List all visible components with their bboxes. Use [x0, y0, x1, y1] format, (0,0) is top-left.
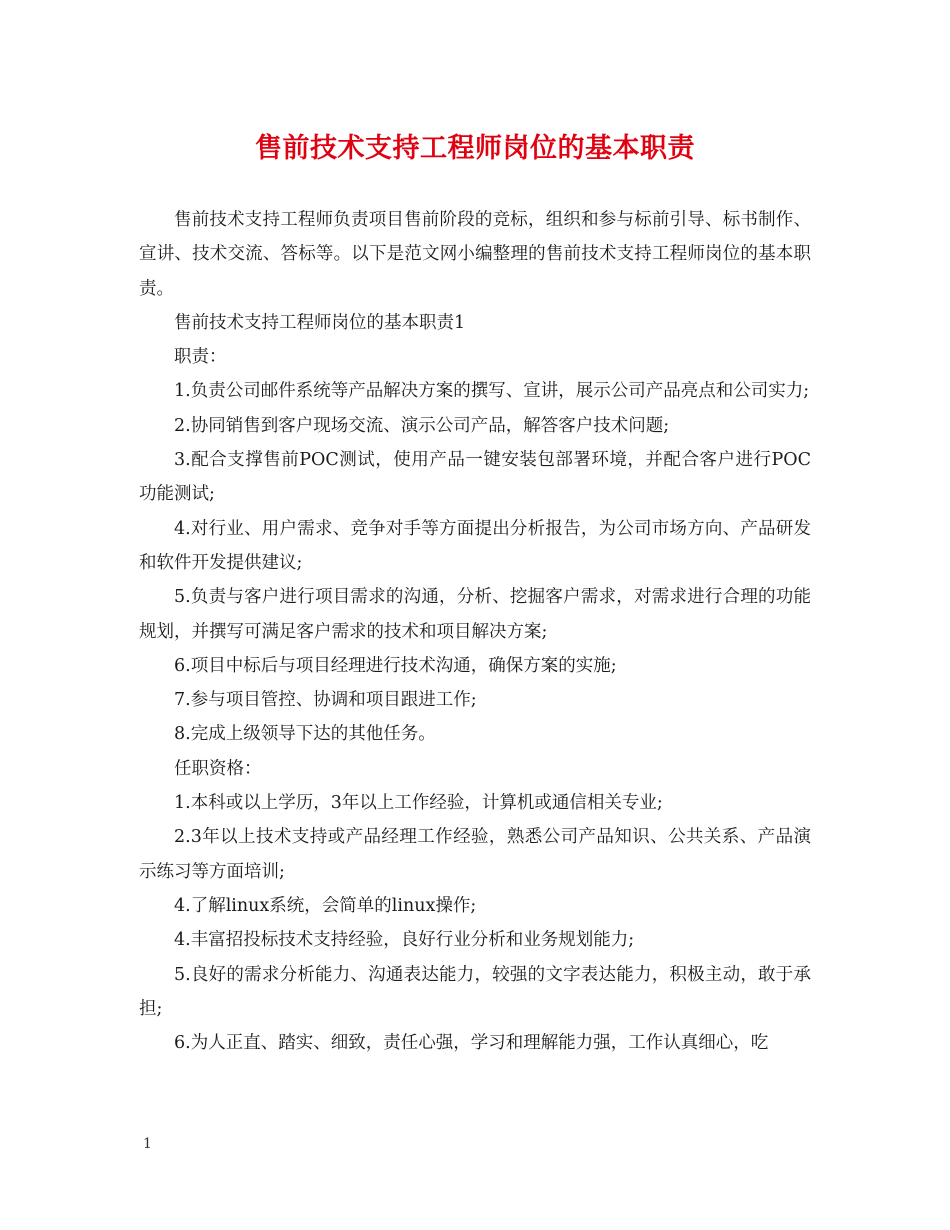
qualification-item: 6.为人正直、踏实、细致，责任心强，学习和理解能力强，工作认真细心，吃: [174, 1033, 769, 1054]
duty-item: 3.配合支撑售前POC测试，使用产品一键安装包部署环境，并配合客户进行POC功能测试;: [139, 450, 811, 505]
duty-item: 8.完成上级领导下达的其他任务。: [174, 724, 436, 745]
qualifications-heading: 任职资格：: [174, 758, 262, 779]
page-number: 1: [143, 1136, 152, 1152]
duty-item: 7.参与项目管控、协调和项目跟进工作;: [174, 690, 477, 711]
intro-paragraph: 售前技术支持工程师负责项目售前阶段的竞标，组织和参与标前引导、标书制作、宣讲、技术交流、答标等。以下是范文网小编整理的售前技术支持工程师岗位的基本职责。: [139, 210, 811, 299]
document-title: 售前技术支持工程师岗位的基本职责: [255, 133, 695, 164]
duty-item: 6.项目中标后与项目经理进行技术沟通，确保方案的实施;: [174, 655, 617, 676]
duties-heading: 职责：: [174, 347, 227, 368]
qualification-item: 5.良好的需求分析能力、沟通表达能力，较强的文字表达能力，积极主动，敢于承担;: [139, 964, 811, 1019]
qualification-item: 2.3年以上技术支持或产品经理工作经验，熟悉公司产品知识、公共关系、产品演示练习等方面培训;: [139, 827, 811, 882]
qualification-item: 1.本科或以上学历，3年以上工作经验，计算机或通信相关专业;: [174, 793, 663, 814]
duty-item: 4.对行业、用户需求、竞争对手等方面提出分析报告，为公司市场方向、产品研发和软件开发提供建议;: [139, 518, 811, 573]
qualification-item: 4.丰富招投标技术支持经验，良好行业分析和业务规划能力;: [174, 930, 635, 951]
duty-item: 2.协同销售到客户现场交流、演示公司产品，解答客户技术问题;: [174, 415, 670, 436]
duty-item: 5.负责与客户进行项目需求的沟通，分析、挖掘客户需求，对需求进行合理的功能规划，并撰写可满足客户需求的技术和项目解决方案;: [139, 587, 811, 642]
duty-item: 1.负责公司邮件系统等产品解决方案的撰写、宣讲，展示公司产品亮点和公司实力;: [174, 381, 810, 402]
qualification-item: 4.了解linux系统，会简单的linux操作;: [174, 895, 477, 916]
document-body: [139, 203, 811, 1060]
section-heading: 售前技术支持工程师岗位的基本职责1: [174, 312, 466, 333]
